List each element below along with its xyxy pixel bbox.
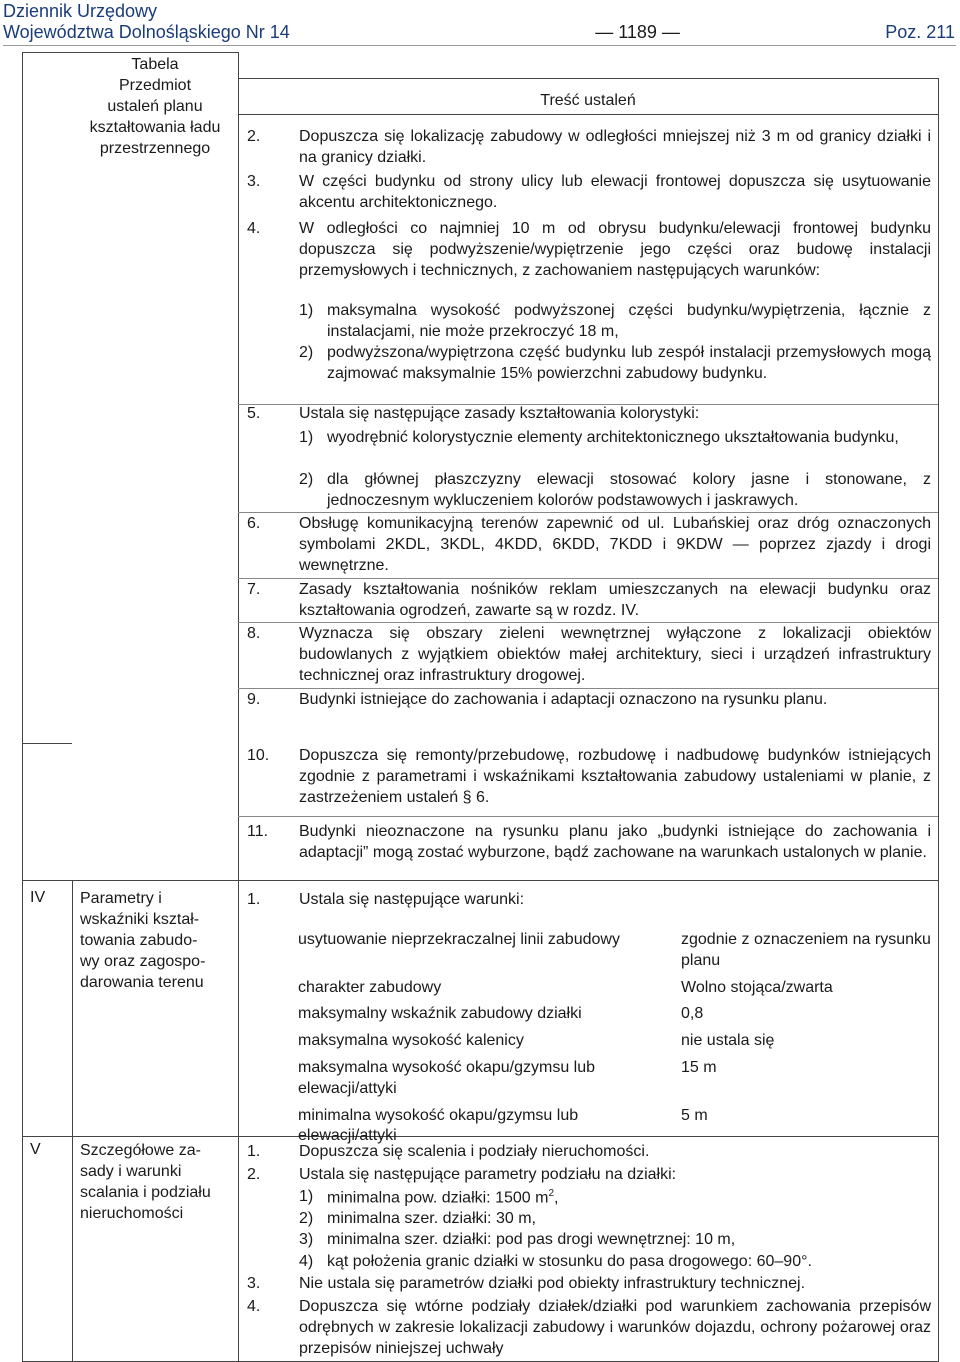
tresc-ustalen-header: Treść ustaleń	[540, 92, 636, 109]
left-column-header	[72, 54, 238, 159]
row-iv-subject	[80, 888, 236, 993]
sub-item-number: 2)	[299, 471, 314, 488]
table-top-right	[238, 78, 938, 79]
section-iv-number: 1.	[247, 891, 261, 908]
parameter-label: maksymalna wysokość okapu/gzymsu lub elewacji/attyki	[298, 1058, 596, 1097]
item-text: Zasady kształtowania nośników reklam umieszczanych na elewacji budynku oraz kształtowania ogrodzeń, zawarte są w rozdz. IV.	[299, 581, 931, 619]
parameter-row	[298, 1058, 931, 1106]
sub-item-number: 1)	[299, 1188, 314, 1205]
item-divider-b	[238, 512, 938, 513]
table-border-left	[22, 52, 23, 1362]
journal-title: Dziennik Urzędowy	[3, 1, 158, 21]
table-label: Tabela	[131, 56, 179, 73]
sub-item-number: 1)	[299, 302, 314, 319]
subject-label: Przedmiot	[118, 77, 192, 94]
sub-item-text: minimalna szer. działki: 30 m,	[327, 1209, 536, 1227]
item-divider-e	[238, 688, 938, 689]
item-text: Dopuszcza się scalenia i podziały nieruchomości.	[299, 1143, 650, 1160]
row-v-line: Szczegółowe za-	[80, 1142, 201, 1159]
sub-item-text: maksymalna wysokość podwyższonej części budynku/wypiętrzenia, łącznie z instalacjami, nie może przekroczyć 18 m,	[327, 302, 931, 340]
item-number: 3.	[247, 173, 261, 190]
sub-item-number: 3)	[299, 1231, 314, 1248]
item-number: 9.	[247, 691, 261, 708]
item-number: 1.	[247, 1143, 261, 1160]
item-text: Budynki istniejące do zachowania i adaptacji oznaczono na rysunku planu.	[299, 691, 828, 708]
table-top-left	[22, 52, 238, 53]
row-iv-line: towania zabudo-	[80, 932, 198, 949]
sub-item-number: 1)	[299, 429, 314, 446]
row-divider-iii-iv-left	[22, 743, 72, 744]
parameter-label: usytuowanie nieprzekraczalnej linii zabudowy	[298, 931, 620, 948]
item-text: Dopuszcza się remonty/przebudowę, rozbudowę i nadbudowę budynków istniejących zgodnie z parametrami i wskaźnikami kształtowania zabudowy ustaleniami w planie, z zastrzeżeniem ustaleń § 6.	[299, 747, 931, 806]
parameter-row	[298, 930, 931, 978]
item-divider-c	[238, 578, 938, 579]
sub-item-text: kąt położenia granic działki w stosunku do pasa drogowego: 60–90°.	[327, 1252, 812, 1270]
sub-item-number: 4)	[299, 1252, 314, 1270]
tresc-header-underline	[238, 114, 938, 115]
row-v-line: sady i warunki	[80, 1163, 182, 1180]
item-text: Obsługę komunikacyjną terenów zapewnić od ul. Lubańskiej oraz dróg oznaczonych symbolami 2KDL, 3KDL, 4KDD, 6KDD, 7KDD i 9KDW — poprzez zjazdy i drogi wewnętrzne.	[299, 515, 931, 574]
sub-item-text: wyodrębnić kolorystycznie elementy architektonicznego ukształtowania budynku,	[327, 429, 899, 446]
item-number: 4.	[247, 1298, 261, 1315]
header-rule	[3, 45, 956, 46]
item-number: 6.	[247, 515, 261, 532]
item-text: Dopuszcza się lokalizację zabudowy w odległości mniejszej niż 3 m od granicy działki i na granicy działki.	[299, 128, 931, 166]
sub-item-text: minimalna pow. działki: 1500 $m^2$,	[327, 1188, 559, 1207]
item-number: 4.	[247, 220, 261, 237]
sub-item-text: podwyższona/wypiętrzona część budynku lub zespół instalacji przemysłowych mogą zajmować maksymalnie 15% powierzchni zabudowy budynku.	[327, 344, 931, 382]
row-v-number: V	[30, 1141, 41, 1158]
parameters-table	[298, 930, 931, 1153]
item-number: 2.	[247, 1166, 261, 1183]
row-iv-line: wskaźniki kształ-	[80, 911, 200, 928]
item-text: Wyznacza się obszary zieleni wewnętrznej wyłączone z lokalizacji obiektów budowlanych z wyjątkiem obiektów małej architektury, sieci i urządzeń infrastruktury technicznej oraz infrastruktury drogowej.	[299, 625, 931, 684]
parameter-label: maksymalny wskaźnik zabudowy działki	[298, 1005, 582, 1023]
item-number: 11.	[247, 823, 269, 840]
item-number: 8.	[247, 625, 261, 642]
col-divider-num	[72, 880, 73, 1362]
sub-item-text: dla głównej płaszczyzny elewacji stosować kolory jasne i stonowane, z jednoczesnym wykluczeniem kolorów podstawowych i jaskrawych.	[327, 471, 931, 509]
parameter-value: Wolno stojąca/zwarta	[681, 978, 833, 996]
row-iv-line: darowania terenu	[80, 974, 204, 991]
parameter-row	[298, 1031, 931, 1058]
item-text: Dopuszcza się wtórne podziały działek/działki pod warunkiem zachowania przepisów odrębnych w zakresie lokalizacji zabudowy i warunków dojazdu, ochrony pożarowej oraz przepisów niniejszej uchwały	[299, 1298, 931, 1357]
item-number: 3.	[247, 1275, 261, 1292]
item-divider-d	[238, 622, 938, 623]
subject-label-2: ustaleń planu	[107, 98, 203, 115]
parameter-value: nie ustala się	[681, 1032, 775, 1050]
sub-item-number: 2)	[299, 344, 314, 361]
subject-label-4: przestrzennego	[99, 140, 211, 157]
parameter-value: 0,8	[681, 1005, 704, 1023]
page-number: — 1189 —	[595, 22, 680, 42]
parameter-value: zgodnie z oznaczeniem na rysunku planu	[681, 931, 931, 969]
parameter-value: 5 m	[681, 1106, 708, 1124]
col-divider-subject	[238, 52, 239, 1362]
row-divider-iv	[22, 880, 938, 881]
parameter-label: charakter zabudowy	[298, 978, 442, 996]
item-text: Nie ustala się parametrów działki pod obiekty infrastruktury technicznej.	[299, 1275, 806, 1292]
parameter-row	[298, 978, 931, 1005]
table-border-right	[938, 78, 939, 1362]
parameter-value: 15 m	[681, 1058, 717, 1076]
row-iv-line: Parametry i	[80, 890, 162, 907]
header-line	[3, 21, 955, 44]
item-text: W odległości co najmniej 10 m od obrysu budynku/elewacji frontowej budynku dopuszcza się podwyższenie/wypiętrzenie jego części oraz budowę instalacji przemysłowych i technicznych, z zachowaniem następujących warunków:	[299, 220, 931, 279]
item-text: Ustala się następujące zasady kształtowania kolorystyki:	[299, 405, 700, 422]
item-number: 5.	[247, 405, 261, 422]
subject-label-3: kształtowania ładu	[89, 119, 221, 136]
parameter-label: minimalna wysokość okapu/gzymsu lub elewacji/attyki	[298, 1106, 579, 1145]
sub-item-text: minimalna szer. działki: pod pas drogi wewnętrznej: 10 m,	[327, 1231, 736, 1248]
row-iv-line: wy oraz zagospo-	[80, 953, 206, 970]
row-v-subject	[80, 1140, 236, 1224]
parameter-row	[298, 1004, 931, 1031]
item-text: Ustala się następujące parametry podziału na działki:	[299, 1166, 677, 1183]
sub-item-number: 2)	[299, 1209, 314, 1227]
position-number: Poz. 211	[885, 22, 955, 42]
item-number: 10.	[247, 747, 270, 764]
item-divider-f	[238, 816, 938, 817]
item-number: 7.	[247, 581, 261, 598]
journal-subtitle: Województwa Dolnośląskiego Nr 14	[3, 22, 290, 42]
item-text: Budynki nieoznaczone na rysunku planu jako „budynki istniejące do zachowania i adaptacji” mogą zostać wyburzone, bądź zachowane na warunkach ustalonych w planie.	[299, 823, 931, 861]
superscript: 2	[548, 1188, 554, 1199]
row-v-line: nieruchomości	[80, 1205, 184, 1222]
row-v-line: scalania i podziału	[80, 1184, 211, 1201]
parameter-label: maksymalna wysokość kalenicy	[298, 1032, 524, 1050]
item-number: 2.	[247, 128, 261, 145]
row-iv-number: IV	[30, 889, 46, 906]
section-iv-intro: Ustala się następujące warunki:	[299, 891, 525, 908]
item-text: W części budynku od strony ulicy lub elewacji frontowej dopuszcza się usytuowanie akcentu architektonicznego.	[299, 173, 931, 211]
